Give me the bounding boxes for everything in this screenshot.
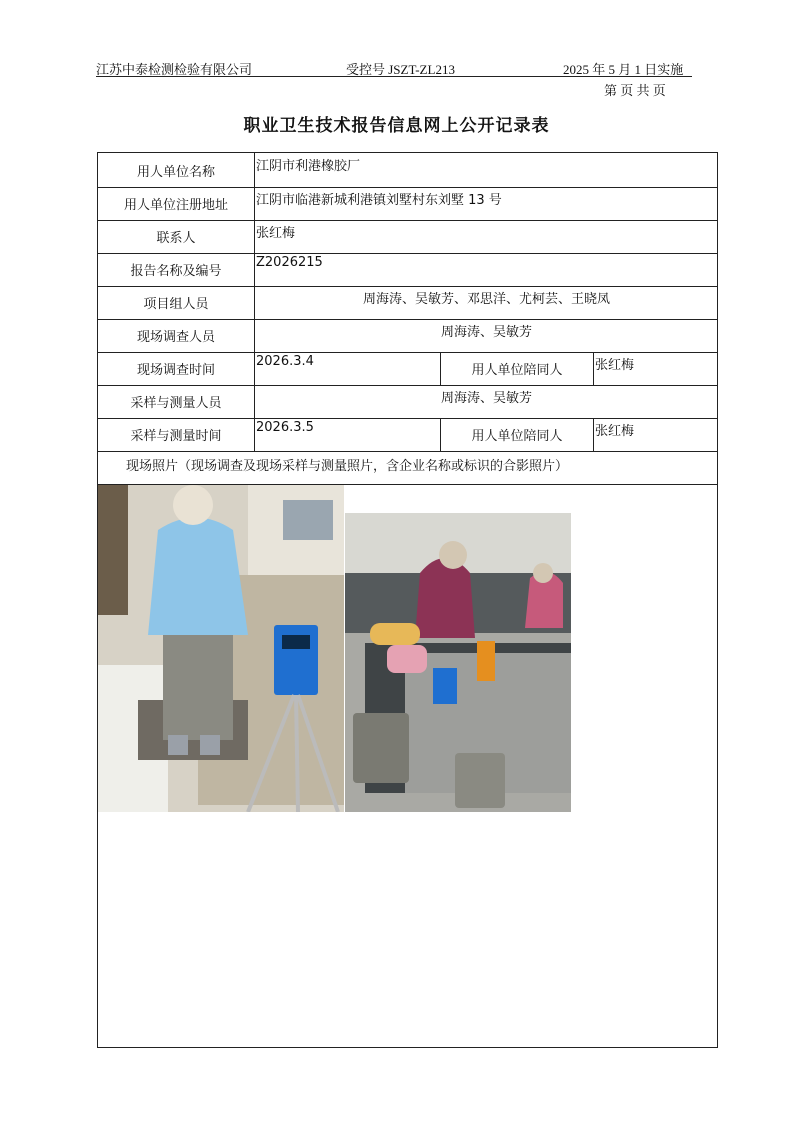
survey-accompany-label: 用人单位陪同人 bbox=[471, 363, 563, 378]
report-no-label: 报告名称及编号 bbox=[130, 264, 222, 279]
site-photo-sampler bbox=[98, 485, 344, 812]
sampling-accompany-label: 用人单位陪同人 bbox=[471, 429, 563, 444]
row-divider bbox=[98, 451, 718, 452]
survey-staff-label: 现场调查人员 bbox=[136, 330, 215, 345]
sampling-accompany-value: 张红梅 bbox=[595, 424, 635, 439]
unit-address-label: 用人单位注册地址 bbox=[123, 198, 228, 213]
header-rule bbox=[96, 76, 692, 77]
control-number: 受控号 JSZT-ZL213 bbox=[346, 62, 455, 77]
unit-name-label: 用人单位名称 bbox=[136, 164, 215, 180]
site-photo-workshop-image bbox=[345, 513, 571, 812]
survey-staff-value: 周海涛、吴敏芳 bbox=[440, 325, 532, 340]
photos-label: 现场照片（现场调查及现场采样与测量照片，含企业名称或标识的合影照片） bbox=[126, 459, 569, 474]
sampling-time-value: 2026.3.5 bbox=[256, 420, 314, 435]
survey-time-label: 现场调查时间 bbox=[136, 363, 215, 378]
unit-name-value: 江阴市利港橡胶厂 bbox=[256, 159, 361, 174]
sampling-time-label: 采样与测量时间 bbox=[130, 429, 222, 444]
site-photo-sampler-image bbox=[98, 485, 344, 812]
page-title: 职业卫生技术报告信息网上公开记录表 bbox=[243, 116, 550, 136]
effective-date: 2025 年 5 月 1 日实施 bbox=[563, 62, 684, 77]
sampling-staff-value: 周海涛、吴敏芳 bbox=[440, 391, 532, 406]
report-no-value: Z2026215 bbox=[256, 255, 323, 270]
page-number: 第 页 共 页 bbox=[604, 83, 666, 98]
sampling-staff-label: 采样与测量人员 bbox=[130, 396, 222, 411]
contact-label: 联系人 bbox=[156, 231, 196, 246]
survey-accompany-value: 张红梅 bbox=[595, 358, 635, 373]
site-photo-workshop bbox=[345, 513, 571, 812]
team-label: 项目组人员 bbox=[143, 297, 209, 312]
survey-time-value: 2026.3.4 bbox=[256, 354, 314, 369]
team-value: 周海涛、吴敏芳、邓思洋、尤柯芸、王晓凤 bbox=[362, 292, 610, 307]
contact-value: 张红梅 bbox=[256, 226, 296, 241]
record-table bbox=[97, 152, 718, 1048]
company-name: 江苏中泰检测检验有限公司 bbox=[96, 62, 253, 77]
unit-address-value: 江阴市临港新城利港镇刘墅村东刘墅 13 号 bbox=[256, 193, 502, 208]
